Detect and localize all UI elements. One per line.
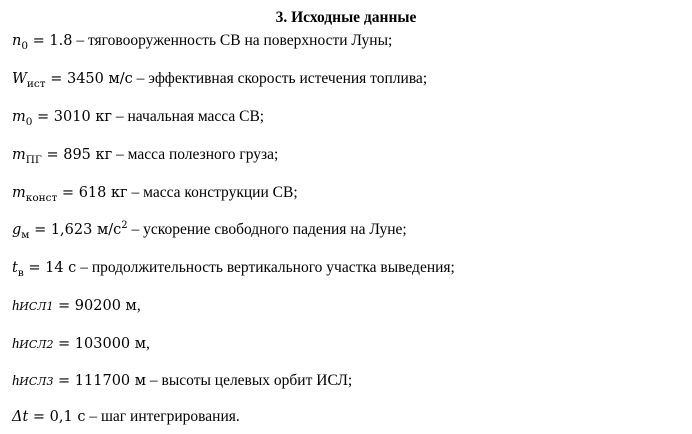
param-subscript: 0 — [25, 116, 33, 128]
param-symbol: Δt — [12, 409, 29, 425]
param-vertical-duration — [12, 258, 455, 279]
param-description: – тяговооруженность СВ на поверхности Луны; — [72, 32, 393, 49]
param-value: = 103000 м — [53, 336, 147, 352]
param-value: = 618 кг — [57, 185, 128, 201]
param-value: = 111700 м — [53, 373, 147, 389]
param-value: = 3450 м/с — [45, 71, 133, 87]
param-subscript: ИСЛ3 — [19, 375, 54, 388]
param-symbol: m — [12, 109, 26, 125]
param-value: = 0,1 с — [28, 409, 86, 425]
param-subscript: 0 — [21, 40, 29, 52]
param-orbit-height-1 — [12, 296, 141, 317]
param-symbol: m — [12, 185, 26, 201]
param-thrust-to-weight — [12, 31, 392, 52]
param-math — [12, 336, 146, 352]
param-description: – эффективная скорость истечения топлива; — [132, 70, 428, 87]
param-subscript: м — [21, 229, 30, 241]
param-symbol: m — [12, 147, 26, 163]
param-subscript: ИСЛ2 — [19, 338, 54, 351]
param-math — [12, 373, 146, 389]
param-value: = 895 кг — [41, 147, 113, 163]
param-description: – масса конструкции СВ; — [127, 184, 298, 201]
param-description: – ускорение свободного падения на Луне; — [127, 221, 407, 238]
param-symbol: g — [12, 222, 22, 238]
param-description: – шаг интегрирования. — [85, 408, 240, 425]
param-subscript: ИСЛ1 — [19, 300, 54, 313]
param-initial-mass — [12, 107, 264, 128]
param-math — [12, 71, 133, 90]
param-superscript: 2 — [121, 220, 128, 231]
param-math — [12, 260, 77, 279]
param-value: = 1,623 м/с — [29, 222, 122, 238]
param-math — [12, 109, 112, 128]
param-math — [12, 33, 73, 52]
param-subscript: конст — [25, 192, 58, 204]
param-symbol: h — [12, 298, 20, 314]
param-description: – начальная масса СВ; — [111, 108, 265, 125]
param-value: = 1.8 — [28, 33, 73, 49]
param-math — [12, 185, 128, 204]
param-math — [12, 147, 113, 166]
param-structure-mass — [12, 183, 298, 204]
param-math — [12, 220, 128, 241]
param-value: = 90200 м — [53, 298, 137, 314]
param-description: – высоты целевых орбит ИСЛ; — [146, 372, 353, 389]
param-math — [12, 409, 85, 425]
param-description: – продолжительность вертикального участка выведения; — [76, 259, 455, 276]
param-symbol: t — [12, 260, 18, 276]
param-subscript: в — [17, 267, 24, 279]
param-symbol: n — [12, 33, 22, 49]
param-subscript: ПГ — [25, 154, 42, 166]
param-symbol: W — [12, 71, 27, 87]
param-description: , — [146, 335, 150, 352]
param-payload-mass — [12, 145, 278, 166]
param-integration-step — [12, 407, 240, 427]
param-exhaust-velocity — [12, 69, 427, 90]
param-description: – масса полезного груза; — [112, 146, 279, 163]
param-lunar-gravity — [12, 220, 407, 242]
param-description: , — [136, 297, 141, 314]
param-symbol: h — [12, 336, 20, 352]
param-orbit-height-3 — [12, 371, 352, 392]
param-value: = 3010 кг — [32, 109, 112, 125]
param-value: = 14 с — [23, 260, 77, 276]
param-subscript: ист — [26, 78, 46, 90]
param-math — [12, 298, 137, 314]
section-heading: 3. Исходные данные — [275, 9, 417, 26]
param-orbit-height-2 — [12, 334, 150, 355]
param-symbol: h — [12, 373, 20, 389]
